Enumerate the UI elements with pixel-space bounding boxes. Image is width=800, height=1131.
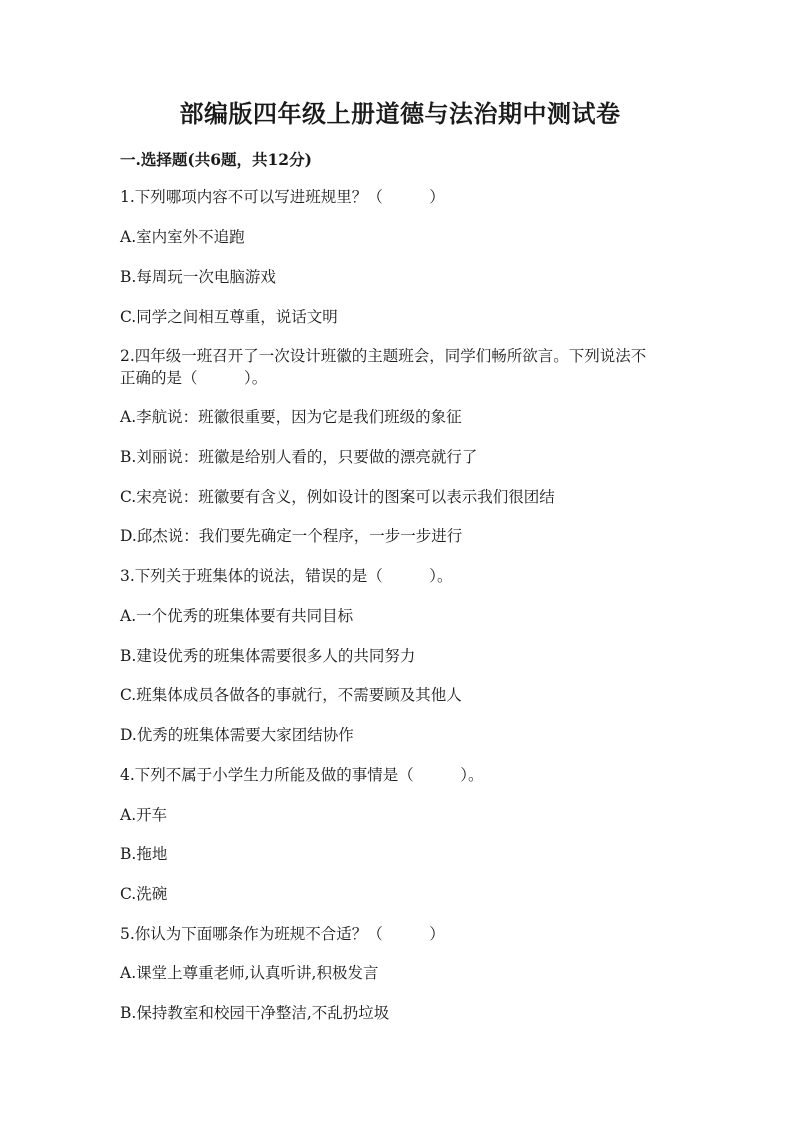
question-1-option-a: A.室内室外不追跑 [120,228,245,246]
question-2-option-a: A.李航说：班徽很重要，因为它是我们班级的象征 [120,408,462,426]
question-3-stem: 3.下列关于班集体的说法，错误的是（ ）。 [120,567,453,585]
question-1-option-c: C.同学之间相互尊重，说话文明 [120,308,338,326]
question-2-option-c: C.宋亮说：班徽要有含义，例如设计的图案可以表示我们很团结 [120,488,555,506]
question-4-option-b: B.拖地 [120,845,168,863]
question-2-stem-line2: 正确的是（ ）。 [120,369,268,387]
question-3-option-d: D.优秀的班集体需要大家团结协作 [120,726,354,744]
question-4-option-c: C.洗碗 [120,885,168,903]
question-1-option-b: B.每周玩一次电脑游戏 [120,268,276,286]
question-2-option-b: B.刘丽说：班徽是给别人看的，只要做的漂亮就行了 [120,448,478,466]
question-3-option-c: C.班集体成员各做各的事就行，不需要顾及其他人 [120,686,462,704]
question-2-option-d: D.邱杰说：我们要先确定一个程序，一步一步进行 [120,527,463,545]
question-5-option-a: A.课堂上尊重老师,认真听讲,积极发言 [120,964,379,982]
question-4-stem: 4.下列不属于小学生力所能及做的事情是（ ）。 [120,766,484,784]
question-4-option-a: A.开车 [120,806,168,824]
question-3-option-b: B.建设优秀的班集体需要很多人的共同努力 [120,647,416,665]
question-3-option-a: A.一个优秀的班集体要有共同目标 [120,607,354,625]
question-5-option-b: B.保持教室和校园干净整洁,不乱扔垃圾 [120,1004,390,1022]
question-5-stem: 5.你认为下面哪条作为班规不合适？（ ） [120,925,445,943]
question-1-stem: 1.下列哪项内容不可以写进班规里？（ ） [120,188,445,206]
question-2-stem-line1: 2.四年级一班召开了一次设计班徽的主题班会，同学们畅所欲言。下列说法不 [120,347,647,365]
page-title: 部编版四年级上册道德与法治期中测试卷 [179,99,621,128]
section-heading: 一.选择题(共6题，共12分) [120,150,312,169]
